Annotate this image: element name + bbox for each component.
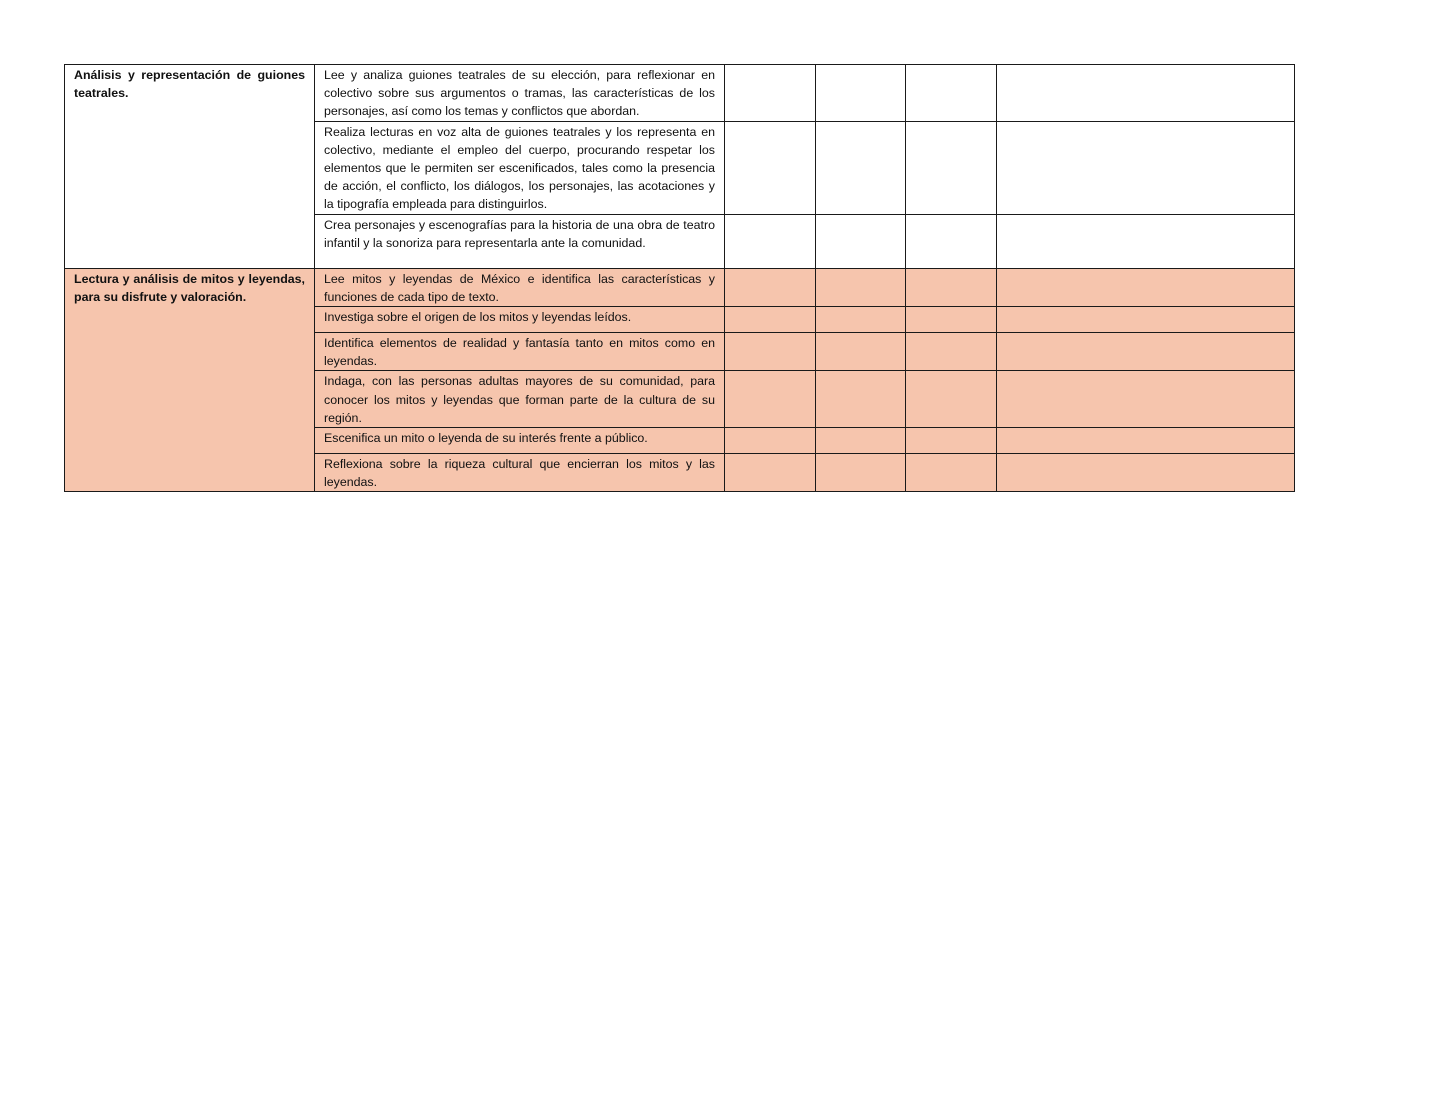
check-cell[interactable] xyxy=(906,214,997,268)
description-cell: Escenifica un mito o leyenda de su interés frente a público. xyxy=(315,428,725,454)
check-cell[interactable] xyxy=(725,65,816,122)
notes-cell[interactable] xyxy=(997,268,1295,306)
check-cell[interactable] xyxy=(816,371,906,428)
table-row xyxy=(65,268,1295,306)
check-cell[interactable] xyxy=(725,214,816,268)
description-cell: Reflexiona sobre la riqueza cultural que encierran los mitos y las leyendas. xyxy=(315,454,725,492)
description-cell: Lee mitos y leyendas de México e identifica las características y funciones de cada tipo de texto. xyxy=(315,268,725,306)
check-cell[interactable] xyxy=(816,268,906,306)
notes-cell[interactable] xyxy=(997,333,1295,371)
check-cell[interactable] xyxy=(906,65,997,122)
description-cell: Lee y analiza guiones teatrales de su elección, para reflexionar en colectivo sobre sus argumentos o tramas, las características de los personajes, así como los temas y conflictos que abordan. xyxy=(315,65,725,122)
description-cell: Realiza lecturas en voz alta de guiones teatrales y los representa en colectivo, mediante el empleo del cuerpo, procurando respetar los elementos que le permiten ser escenificados, tales como la presencia de acción, el conflicto, los diálogos, los personajes, las acotaciones y la tipografía empleada para distinguirlos. xyxy=(315,121,725,214)
notes-cell[interactable] xyxy=(997,65,1295,122)
check-cell[interactable] xyxy=(906,121,997,214)
notes-cell[interactable] xyxy=(997,121,1295,214)
notes-cell[interactable] xyxy=(997,428,1295,454)
check-cell[interactable] xyxy=(816,333,906,371)
description-cell: Indaga, con las personas adultas mayores de su comunidad, para conocer los mitos y leyendas que forman parte de la cultura de su región. xyxy=(315,371,725,428)
check-cell[interactable] xyxy=(816,307,906,333)
check-cell[interactable] xyxy=(816,65,906,122)
check-cell[interactable] xyxy=(725,371,816,428)
check-cell[interactable] xyxy=(906,333,997,371)
check-cell[interactable] xyxy=(816,121,906,214)
check-cell[interactable] xyxy=(906,371,997,428)
check-cell[interactable] xyxy=(906,268,997,306)
check-cell[interactable] xyxy=(725,268,816,306)
table-row xyxy=(65,65,1295,122)
check-cell[interactable] xyxy=(906,428,997,454)
check-cell[interactable] xyxy=(725,121,816,214)
evaluation-table xyxy=(64,64,1295,492)
topic-cell: Lectura y análisis de mitos y leyendas, para su disfrute y valoración. xyxy=(65,268,315,492)
check-cell[interactable] xyxy=(816,454,906,492)
check-cell[interactable] xyxy=(906,454,997,492)
notes-cell[interactable] xyxy=(997,307,1295,333)
notes-cell[interactable] xyxy=(997,454,1295,492)
check-cell[interactable] xyxy=(725,307,816,333)
check-cell[interactable] xyxy=(725,333,816,371)
description-cell: Crea personajes y escenografías para la historia de una obra de teatro infantil y la sonoriza para representarla ante la comunidad. xyxy=(315,214,725,268)
description-cell: Identifica elementos de realidad y fantasía tanto en mitos como en leyendas. xyxy=(315,333,725,371)
check-cell[interactable] xyxy=(725,428,816,454)
check-cell[interactable] xyxy=(725,454,816,492)
description-cell: Investiga sobre el origen de los mitos y leyendas leídos. xyxy=(315,307,725,333)
notes-cell[interactable] xyxy=(997,214,1295,268)
topic-cell: Análisis y representación de guiones teatrales. xyxy=(65,65,315,269)
check-cell[interactable] xyxy=(816,428,906,454)
notes-cell[interactable] xyxy=(997,371,1295,428)
check-cell[interactable] xyxy=(906,307,997,333)
check-cell[interactable] xyxy=(816,214,906,268)
